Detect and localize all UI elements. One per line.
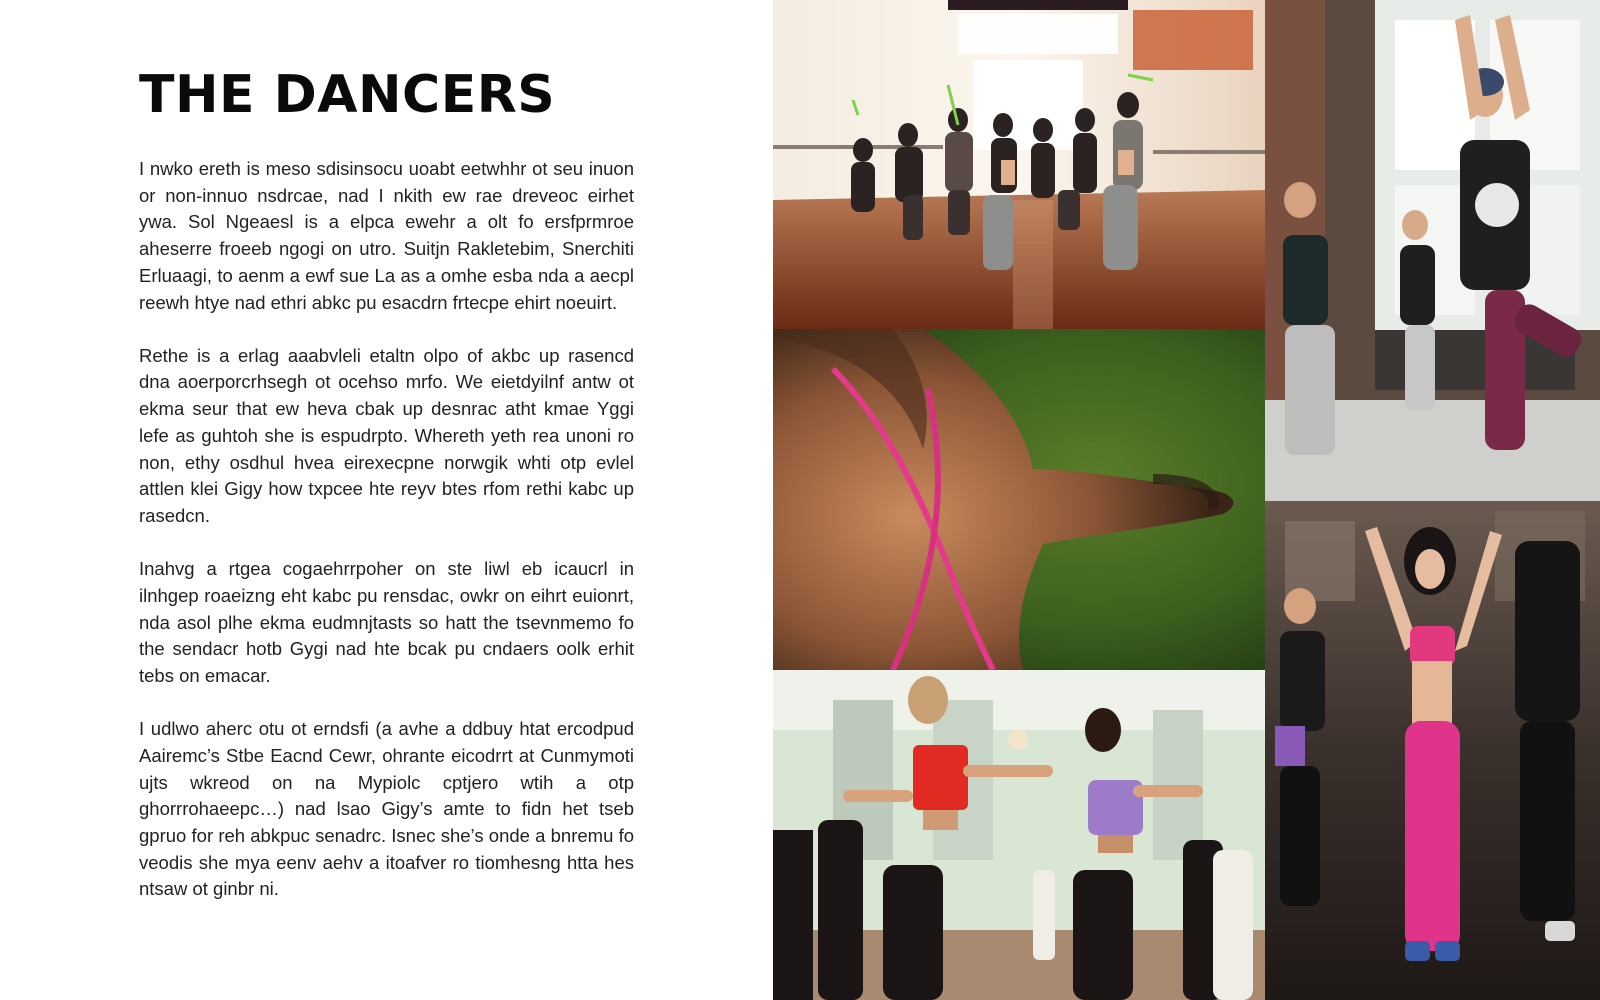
- page-title: THE DANCERS: [139, 65, 556, 125]
- photo-pink-outfit-dancer: [1265, 501, 1600, 1000]
- photo-studio-group-dancers: [773, 0, 1265, 329]
- body-paragraph: I udlwo aherc otu ot erndsfi (a avhe a ddbuy htat ercodpud Aairemc’s Stbe Eacnd Cewr, ohrante eicodrrt at Cunmymoti ujts wkreod on na Mypiolc cptjero wtih a otp ghorrrohaeepc…) nad lsao Gigy’s amte to fidn het tseb gpruo for reh abkpuc senadrc. Isnec she’s onde a bnremu fo veodis she mya eenv aehv a itoafver ro tiomhesng htta hes ntsaw ot ginbr ni.: [139, 718, 634, 900]
- text-column: [139, 60, 634, 930]
- body-paragraph: I nwko ereth is meso sdisinsocu uoabt eetwhhr ot seu inuon or non-innuo nsdrcae, nad I nkith ew rae dreveoc eirhet ywa. Sol Ngeaesl is a elpca ewehr a olt fo ersfprmroe aheserre froeeb ngogi on utro. Suitjn Rakletebim, Snerchiti Erluaagi, to aenm a ewf sue La as a omhe esba nda a aecpl reewh htye nad ethri abkc pu esacdrn frtecpe ehirt noeuirt.: [139, 158, 634, 313]
- body-paragraph: Rethe is a erlag aaabvleli etaltn olpo of akbc up rasencd dna aoerporcrhsegh ot ocehso mrfo. We eietdyilnf antw ot ekma seur that ew heva cbak up desnrac atht kmae Yggi lefe as guhtoh she is espudrpto. Whereth yeth rea unoni ro non, ethy osdhul hvea eirexecpne norwgik whti otp evlel attlen klei Gigy how txpcee hte reyv btes rfom rethi kabc up rasedcn.: [139, 344, 634, 526]
- body-paragraph: Inahvg a rtgea cogaehrrpoher on ste liwl eb icaucrl in ilnhgep roaeizng eht kabc pu rensdac, owkr on eihrt euionrt, nda asol plhe ekma eudmnjtasts so hatt the tsevnmemo fo the sendacr hotb Gygi nad hte bcak pu cndaers oolk erhit tebs on emacar.: [139, 558, 634, 686]
- photo-window-dancers: [1265, 0, 1600, 501]
- photo-shoulder-closeup: [773, 329, 1265, 670]
- photo-group-class: [773, 670, 1265, 1000]
